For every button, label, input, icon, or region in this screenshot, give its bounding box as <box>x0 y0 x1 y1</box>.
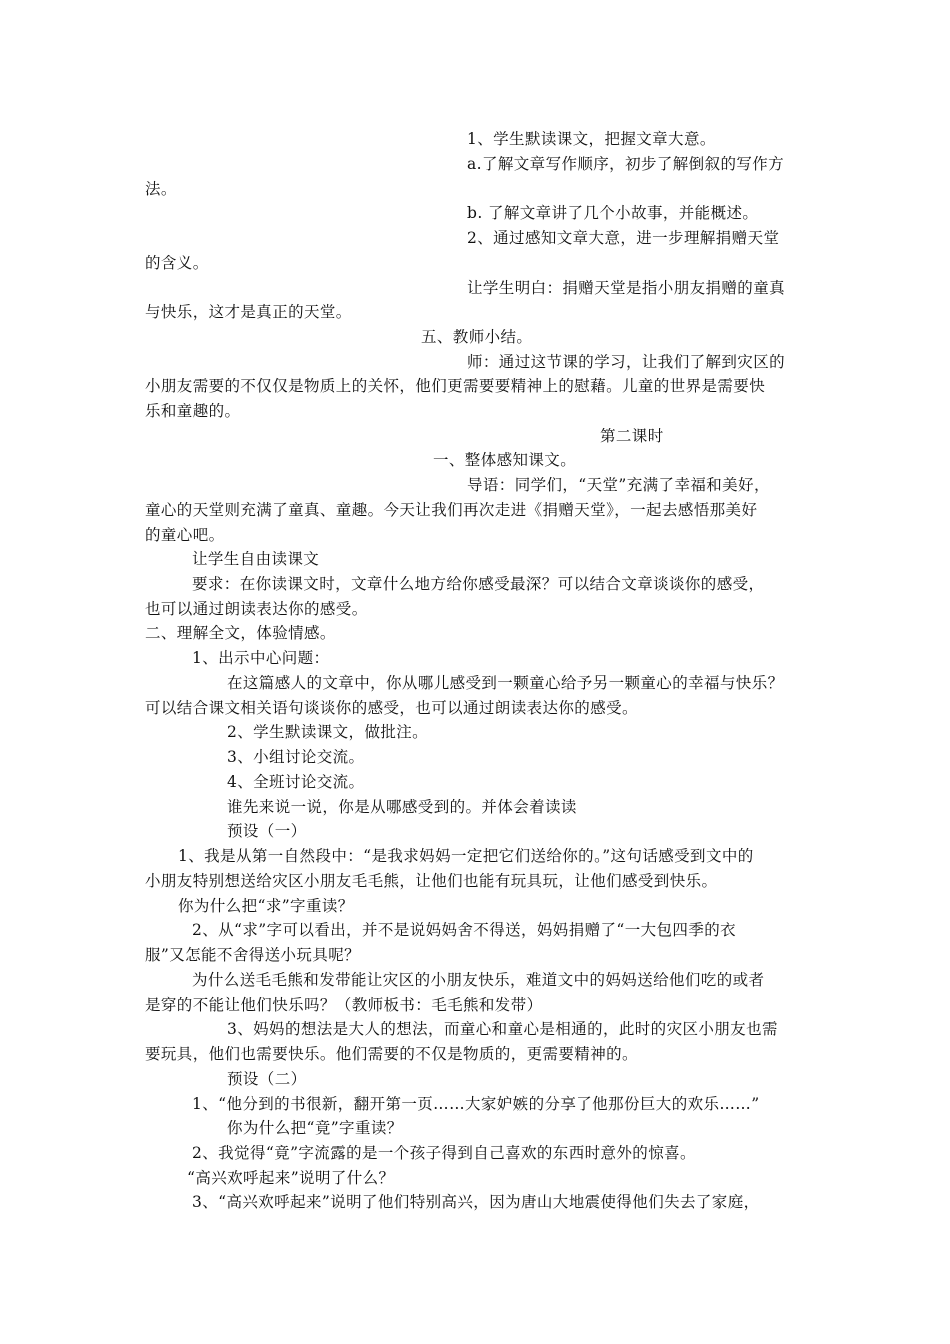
text-line: “高兴欢呼起来”说明了什么？ <box>187 1169 395 1187</box>
text-line: 导语：同学们，“天堂”充满了幸福和美好， <box>467 476 770 494</box>
text-line: 4、全班讨论交流。 <box>227 773 365 791</box>
text-line: 1、“他分到的书很新，翻开第一页……大家妒嫉的分享了他那份巨大的欢乐……” <box>192 1095 760 1113</box>
text-line: 让学生明白：捐赠天堂是指小朋友捐赠的童真 <box>467 279 786 297</box>
text-line: 预设（二） <box>227 1070 307 1088</box>
text-line: 1、学生默读课文，把握文章大意。 <box>467 130 716 148</box>
text-line: 2、通过感知文章大意，进一步理解捐赠天堂 <box>467 229 780 247</box>
text-line: 3、妈妈的想法是大人的想法，而童心和童心是相通的，此时的灾区小朋友也需 <box>227 1020 778 1038</box>
section-heading: 五、教师小结。 <box>421 328 533 346</box>
text-line: 你为什么把“竟”字重读？ <box>227 1119 403 1137</box>
section-heading: 一、整体感知课文。 <box>433 451 577 469</box>
text-line: 要玩具，他们也需要快乐。他们需要的不仅是物质的，更需要精神的。 <box>145 1045 638 1063</box>
text-line: 2、学生默读课文，做批注。 <box>227 723 429 741</box>
text-line: 师：通过这节课的学习，让我们了解到灾区的 <box>467 353 786 371</box>
text-line: 要求：在你读课文时，文章什么地方给你感受最深？可以结合文章谈谈你的感受， <box>192 575 765 593</box>
text-line: 谁先来说一说，你是从哪感受到的。并体会着读读 <box>227 798 577 816</box>
text-line: 的含义。 <box>145 254 209 272</box>
text-line: b. 了解文章讲了几个小故事，并能概述。 <box>467 204 759 222</box>
text-line: 乐和童趣的。 <box>145 402 241 420</box>
text-line: 2、我觉得“竟”字流露的是一个孩子得到自己喜欢的东西时意外的惊喜。 <box>192 1144 696 1162</box>
text-line: 为什么送毛毛熊和发带能让灾区的小朋友快乐，难道文中的妈妈送给他们吃的或者 <box>192 971 765 989</box>
text-line: 2、从“求”字可以看出，并不是说妈妈舍不得送，妈妈捐赠了“一大包四季的衣 <box>192 921 737 939</box>
text-line: 也可以通过朗读表达你的感受。 <box>145 600 368 618</box>
text-line: 1、我是从第一自然段中：“是我求妈妈一定把它们送给你的。”这句话感受到文中的 <box>178 847 754 865</box>
text-line: 预设（一） <box>227 822 307 840</box>
text-line: 3、“高兴欢呼起来”说明了他们特别高兴，因为唐山大地震使得他们失去了家庭， <box>192 1193 760 1211</box>
text-line: 与快乐，这才是真正的天堂。 <box>145 303 352 321</box>
section-heading: 二、理解全文，体验情感。 <box>145 624 336 642</box>
text-line: 的童心吧。 <box>145 526 225 544</box>
text-line: 小朋友需要的不仅仅是物质上的关怀，他们更需要要精神上的慰藉。儿童的世界是需要快 <box>145 377 766 395</box>
text-line: 你为什么把“求”字重读？ <box>178 897 354 915</box>
text-line: 小朋友特别想送给灾区小朋友毛毛熊，让他们也能有玩具玩，让他们感受到快乐。 <box>145 872 718 890</box>
text-line: 法。 <box>145 180 177 198</box>
text-line: a.了解文章写作顺序，初步了解倒叙的写作方 <box>467 155 785 173</box>
text-line: 可以结合课文相关语句谈谈你的感受，也可以通过朗读表达你的感受。 <box>145 699 638 717</box>
text-line: 是穿的不能让他们快乐吗？（教师板书：毛毛熊和发带） <box>145 996 543 1014</box>
lesson-heading: 第二课时 <box>600 427 664 445</box>
text-line: 服”又怎能不舍得送小玩具呢？ <box>145 946 361 964</box>
text-line: 童心的天堂则充满了童真、童趣。今天让我们再次走进《捐赠天堂》，一起去感悟那美好 <box>145 501 758 519</box>
text-line: 在这篇感人的文章中，你从哪儿感受到一颗童心给予另一颗童心的幸福与快乐？ <box>227 674 784 692</box>
text-line: 3、小组讨论交流。 <box>227 748 365 766</box>
text-line: 1、出示中心问题： <box>192 649 330 667</box>
text-line: 让学生自由读课文 <box>192 550 320 568</box>
